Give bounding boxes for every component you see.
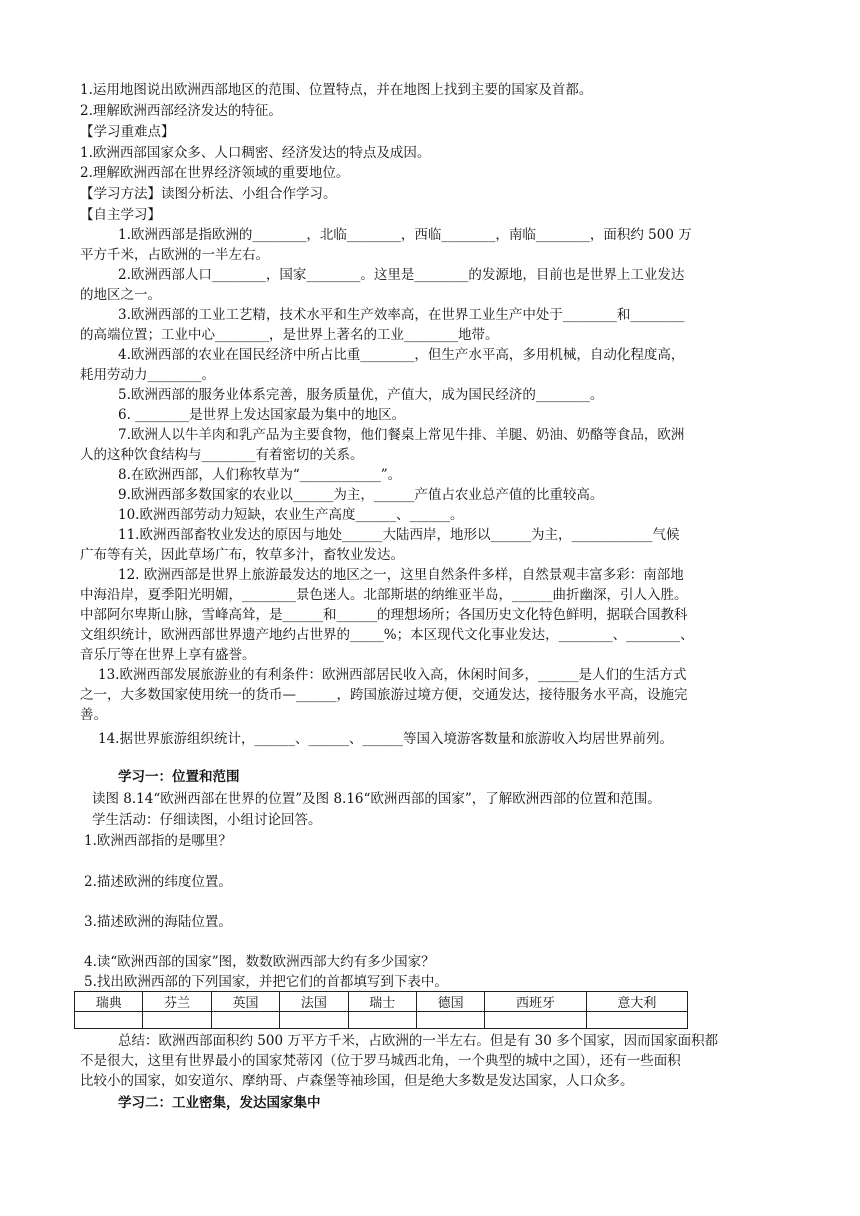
- summary-line: 不是很大，这里有世界最小的国家梵蒂冈（位于罗马城西北角，一个典型的城中之国），还有一些面积: [80, 1053, 681, 1069]
- country-cell: 西班牙: [485, 992, 586, 1012]
- section-1-intro: 读图 8.14“欧洲西部在世界的位置”及图 8.16“欧洲西部的国家”，了解欧洲西部的位置和范围。: [92, 791, 661, 807]
- capital-blank-cell[interactable]: [280, 1012, 348, 1029]
- country-cell: 意大利: [586, 992, 687, 1012]
- self-study-line: 2.欧洲西部人口________，国家________。这里是________的发源地，目前也是世界上工业发达: [118, 267, 685, 283]
- self-study-line: 8.在欧洲西部，人们称牧草为“____________”。: [118, 467, 402, 483]
- section-2-title: 学习二：工业密集，发达国家集中: [118, 1095, 321, 1111]
- question-5: 5.找出欧洲西部的下列国家，并把它们的首都填写到下表中。: [84, 974, 448, 990]
- objective-1: 1.运用地图说出欧洲西部地区的范围、位置特点，并在地图上找到主要的国家及首都。: [80, 82, 593, 98]
- country-cell: 瑞士: [348, 992, 416, 1012]
- self-study-line: 3.欧洲西部的工业工艺精，技术水平和生产效率高，在世界工业生产中处于________和________: [118, 307, 685, 323]
- question-4: 4.读“欧洲西部的国家”图，数数欧洲西部大约有多少国家？: [84, 954, 435, 970]
- self-study-line: 中海沿岸，夏季阳光明媚，________景色迷人。北部斯堪的纳维亚半岛，______曲折幽深，引人入胜。: [80, 587, 688, 603]
- self-study-line: 耗用劳动力________。: [80, 367, 215, 383]
- self-study-line: 文组织统计，欧洲西部世界遗产地约占世界的_____%；本区现代文化事业发达，________、________、: [80, 627, 694, 643]
- key-point-2: 2.理解欧洲西部在世界经济领域的重要地位。: [80, 165, 350, 181]
- self-study-line: 1.欧洲西部是指欧洲的________，北临________，西临________，南临________，面积约 500 万: [118, 227, 692, 243]
- self-study-line: 4.欧洲西部的农业在国民经济中所占比重________，但生产水平高，多用机械，自动化程度高，: [118, 347, 685, 363]
- self-study-line: 平方千米，占欧洲的一半左右。: [80, 247, 269, 263]
- section-1-activity: 学生活动：仔细读图，小组讨论回答。: [92, 812, 322, 828]
- self-study-heading: 【自主学习】: [80, 207, 161, 223]
- self-study-line: 14.据世界旅游组织统计，______、______、______等国入境游客数量和旅游收入均居世界前列。: [98, 731, 673, 747]
- country-cell: 法国: [280, 992, 348, 1012]
- summary-line: 总结：欧洲西部面积约 500 万平方千米，占欧洲的一半左右。但是有 30 多个国家，因而国家面积都: [118, 1033, 719, 1049]
- self-study-line: 的高端位置；工业中心________，是世界上著名的工业________地带。: [80, 327, 499, 343]
- self-study-line: 5.欧洲西部的服务业体系完善，服务质量优，产值大，成为国民经济的________。: [118, 387, 604, 403]
- capitals-table: [74, 991, 688, 1029]
- key-point-1: 1.欧洲西部国家众多、人口稠密、经济发达的特点及成因。: [80, 145, 431, 161]
- country-cell: 英国: [211, 992, 279, 1012]
- study-method: 【学习方法】读图分析法、小组合作学习。: [80, 186, 337, 202]
- objective-2: 2.理解欧洲西部经济发达的特征。: [80, 103, 282, 119]
- capital-blank-cell[interactable]: [143, 1012, 211, 1029]
- question-1: 1.欧洲西部指的是哪里？: [84, 833, 232, 849]
- self-study-line: 人的这种饮食结构与________有着密切的关系。: [80, 447, 364, 463]
- capital-blank-cell[interactable]: [586, 1012, 687, 1029]
- key-points-heading: 【学习重难点】: [80, 124, 175, 140]
- self-study-line: 的地区之一。: [80, 287, 161, 303]
- self-study-line: 6. ________是世界上发达国家最为集中的地区。: [118, 407, 406, 423]
- self-study-line: 音乐厅等在世界上享有盛誉。: [80, 647, 256, 663]
- capital-blank-cell[interactable]: [416, 1012, 484, 1029]
- capital-blank-cell[interactable]: [211, 1012, 279, 1029]
- capital-blank-cell[interactable]: [485, 1012, 586, 1029]
- self-study-line: 善。: [80, 707, 107, 723]
- self-study-line: 11.欧洲西部畜牧业发达的原因与地处______大陆西岸，地形以______为主，____________气候: [118, 527, 680, 543]
- self-study-line: 10.欧洲西部劳动力短缺，农业生产高度______、______。: [118, 507, 464, 523]
- capital-blank-cell[interactable]: [348, 1012, 416, 1029]
- table-row: [75, 992, 688, 1012]
- self-study-line: 12. 欧洲西部是世界上旅游最发达的地区之一，这里自然条件多样，自然景观丰富多彩：南部地: [118, 567, 684, 583]
- question-2: 2.描述欧洲的纬度位置。: [84, 874, 232, 890]
- self-study-line: 13.欧洲西部发展旅游业的有利条件：欧洲西部居民收入高，休闲时间多，______是人们的生活方式: [98, 667, 687, 683]
- section-1-title: 学习一：位置和范围: [118, 769, 240, 785]
- self-study-line: 广布等有关，因此草场广布，牧草多汁，畜牧业发达。: [80, 547, 404, 563]
- question-3: 3.描述欧洲的海陆位置。: [84, 914, 232, 930]
- summary-line: 比较小的国家，如安道尔、摩纳哥、卢森堡等袖珍国，但是绝大多数是发达国家，人口众多。: [80, 1073, 634, 1089]
- self-study-line: 中部阿尔卑斯山脉，雪峰高耸，是______和______的理想场所；各国历史文化特色鲜明，据联合国教科: [80, 607, 688, 623]
- table-row: [75, 1012, 688, 1029]
- country-cell: 德国: [416, 992, 484, 1012]
- capital-blank-cell[interactable]: [75, 1012, 143, 1029]
- self-study-line: 之一，大多数国家使用统一的货币—______，跨国旅游过境方便，交通发达，接待服务水平高，设施完: [80, 687, 688, 703]
- self-study-line: 7.欧洲人以牛羊肉和乳产品为主要食物，他们餐桌上常见牛排、羊腿、奶油、奶酪等食品，欧洲: [118, 427, 685, 443]
- country-cell: 瑞典: [75, 992, 143, 1012]
- self-study-line: 9.欧洲西部多数国家的农业以______为主，______产值占农业总产值的比重较高。: [118, 487, 604, 503]
- country-cell: 芬兰: [143, 992, 211, 1012]
